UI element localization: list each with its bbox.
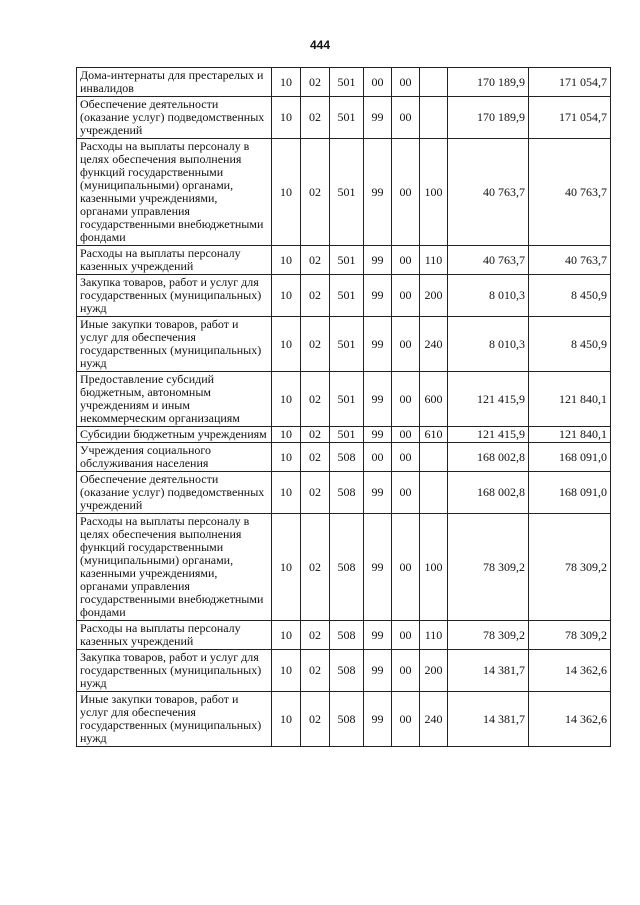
amount-year-2: 14 362,6	[529, 650, 611, 692]
row-name: Расходы на выплаты персоналу казенных учреждений	[77, 246, 272, 275]
direction-code: 00	[392, 427, 420, 443]
amount-year-2: 168 091,0	[529, 443, 611, 472]
table-row	[77, 650, 611, 692]
expense-type-code: 100	[420, 514, 448, 621]
subprogram-code: 99	[364, 275, 392, 317]
amount-year-2: 78 309,2	[529, 621, 611, 650]
subsection-code: 02	[301, 443, 330, 472]
table-row	[77, 472, 611, 514]
program-code: 508	[330, 692, 364, 747]
table-row	[77, 443, 611, 472]
subprogram-code: 99	[364, 427, 392, 443]
program-code: 501	[330, 275, 364, 317]
table-row	[77, 317, 611, 372]
section-code: 10	[272, 514, 301, 621]
amount-year-2: 168 091,0	[529, 472, 611, 514]
amount-year-1: 121 415,9	[448, 372, 529, 427]
amount-year-2: 171 054,7	[529, 68, 611, 97]
expense-type-code: 240	[420, 317, 448, 372]
expense-type-code: 100	[420, 139, 448, 246]
expense-type-code	[420, 68, 448, 97]
program-code: 508	[330, 443, 364, 472]
row-name: Иные закупки товаров, работ и услуг для обеспечения государственных (муниципальных) нужд	[77, 692, 272, 747]
section-code: 10	[272, 472, 301, 514]
direction-code: 00	[392, 317, 420, 372]
row-name: Учреждения социального обслуживания населения	[77, 443, 272, 472]
page-number: 444	[309, 38, 331, 52]
section-code: 10	[272, 443, 301, 472]
table-row	[77, 372, 611, 427]
program-code: 508	[330, 472, 364, 514]
expense-type-code	[420, 97, 448, 139]
direction-code: 00	[392, 443, 420, 472]
amount-year-1: 78 309,2	[448, 514, 529, 621]
direction-code: 00	[392, 68, 420, 97]
amount-year-2: 78 309,2	[529, 514, 611, 621]
program-code: 508	[330, 514, 364, 621]
direction-code: 00	[392, 650, 420, 692]
amount-year-1: 14 381,7	[448, 650, 529, 692]
subprogram-code: 99	[364, 246, 392, 275]
subsection-code: 02	[301, 427, 330, 443]
program-code: 501	[330, 139, 364, 246]
row-name: Расходы на выплаты персоналу в целях обеспечения выполнения функций государственными (муниципальными) органами, казенными учреждениями, органами управления государственными внебюджетными фондами	[77, 139, 272, 246]
section-code: 10	[272, 621, 301, 650]
table-row	[77, 246, 611, 275]
subprogram-code: 99	[364, 139, 392, 246]
subprogram-code: 99	[364, 97, 392, 139]
expense-type-code: 110	[420, 621, 448, 650]
row-name: Иные закупки товаров, работ и услуг для обеспечения государственных (муниципальных) нужд	[77, 317, 272, 372]
subsection-code: 02	[301, 97, 330, 139]
budget-table	[76, 67, 611, 747]
section-code: 10	[272, 246, 301, 275]
direction-code: 00	[392, 692, 420, 747]
subsection-code: 02	[301, 68, 330, 97]
subprogram-code: 99	[364, 692, 392, 747]
expense-type-code: 110	[420, 246, 448, 275]
row-name: Дома-интернаты для престарелых и инвалидов	[77, 68, 272, 97]
amount-year-1: 121 415,9	[448, 427, 529, 443]
amount-year-1: 170 189,9	[448, 97, 529, 139]
subsection-code: 02	[301, 621, 330, 650]
section-code: 10	[272, 139, 301, 246]
subsection-code: 02	[301, 650, 330, 692]
section-code: 10	[272, 68, 301, 97]
expense-type-code: 610	[420, 427, 448, 443]
program-code: 508	[330, 650, 364, 692]
direction-code: 00	[392, 621, 420, 650]
amount-year-1: 8 010,3	[448, 317, 529, 372]
subprogram-code: 99	[364, 514, 392, 621]
amount-year-1: 40 763,7	[448, 139, 529, 246]
amount-year-2: 121 840,1	[529, 372, 611, 427]
subsection-code: 02	[301, 139, 330, 246]
subsection-code: 02	[301, 317, 330, 372]
section-code: 10	[272, 692, 301, 747]
section-code: 10	[272, 317, 301, 372]
row-name: Закупка товаров, работ и услуг для государственных (муниципальных) нужд	[77, 650, 272, 692]
subprogram-code: 99	[364, 472, 392, 514]
amount-year-1: 40 763,7	[448, 246, 529, 275]
row-name: Расходы на выплаты персоналу в целях обеспечения выполнения функций государственными (муниципальными) органами, казенными учреждениями, органами управления государственными внебюджетными фондами	[77, 514, 272, 621]
subprogram-code: 00	[364, 443, 392, 472]
subprogram-code: 99	[364, 621, 392, 650]
amount-year-1: 170 189,9	[448, 68, 529, 97]
table-row	[77, 621, 611, 650]
amount-year-2: 14 362,6	[529, 692, 611, 747]
amount-year-2: 171 054,7	[529, 97, 611, 139]
amount-year-2: 8 450,9	[529, 275, 611, 317]
row-name: Расходы на выплаты персоналу казенных учреждений	[77, 621, 272, 650]
amount-year-1: 168 002,8	[448, 472, 529, 514]
table-row	[77, 275, 611, 317]
subsection-code: 02	[301, 246, 330, 275]
section-code: 10	[272, 427, 301, 443]
expense-type-code: 240	[420, 692, 448, 747]
amount-year-2: 121 840,1	[529, 427, 611, 443]
program-code: 501	[330, 427, 364, 443]
expense-type-code: 200	[420, 650, 448, 692]
subprogram-code: 99	[364, 650, 392, 692]
table-row	[77, 68, 611, 97]
program-code: 508	[330, 621, 364, 650]
section-code: 10	[272, 372, 301, 427]
subprogram-code: 00	[364, 68, 392, 97]
amount-year-2: 8 450,9	[529, 317, 611, 372]
expense-type-code	[420, 472, 448, 514]
subprogram-code: 99	[364, 317, 392, 372]
direction-code: 00	[392, 372, 420, 427]
section-code: 10	[272, 650, 301, 692]
subsection-code: 02	[301, 692, 330, 747]
amount-year-1: 78 309,2	[448, 621, 529, 650]
table-row	[77, 514, 611, 621]
program-code: 501	[330, 246, 364, 275]
amount-year-1: 168 002,8	[448, 443, 529, 472]
amount-year-2: 40 763,7	[529, 139, 611, 246]
expense-type-code	[420, 443, 448, 472]
row-name: Обеспечение деятельности (оказание услуг) подведомственных учреждений	[77, 97, 272, 139]
direction-code: 00	[392, 472, 420, 514]
direction-code: 00	[392, 514, 420, 621]
direction-code: 00	[392, 275, 420, 317]
subsection-code: 02	[301, 472, 330, 514]
row-name: Закупка товаров, работ и услуг для государственных (муниципальных) нужд	[77, 275, 272, 317]
expense-type-code: 200	[420, 275, 448, 317]
subprogram-code: 99	[364, 372, 392, 427]
expense-type-code: 600	[420, 372, 448, 427]
subsection-code: 02	[301, 372, 330, 427]
table-row	[77, 427, 611, 443]
table-row	[77, 139, 611, 246]
direction-code: 00	[392, 246, 420, 275]
subsection-code: 02	[301, 514, 330, 621]
amount-year-1: 8 010,3	[448, 275, 529, 317]
amount-year-1: 14 381,7	[448, 692, 529, 747]
row-name: Обеспечение деятельности (оказание услуг) подведомственных учреждений	[77, 472, 272, 514]
table-row	[77, 97, 611, 139]
subsection-code: 02	[301, 275, 330, 317]
row-name: Предоставление субсидий бюджетным, автономным учреждениям и иным некоммерческим организациям	[77, 372, 272, 427]
program-code: 501	[330, 97, 364, 139]
table-row	[77, 692, 611, 747]
program-code: 501	[330, 372, 364, 427]
direction-code: 00	[392, 139, 420, 246]
section-code: 10	[272, 275, 301, 317]
direction-code: 00	[392, 97, 420, 139]
program-code: 501	[330, 68, 364, 97]
program-code: 501	[330, 317, 364, 372]
amount-year-2: 40 763,7	[529, 246, 611, 275]
section-code: 10	[272, 97, 301, 139]
row-name: Субсидии бюджетным учреждениям	[77, 427, 272, 443]
